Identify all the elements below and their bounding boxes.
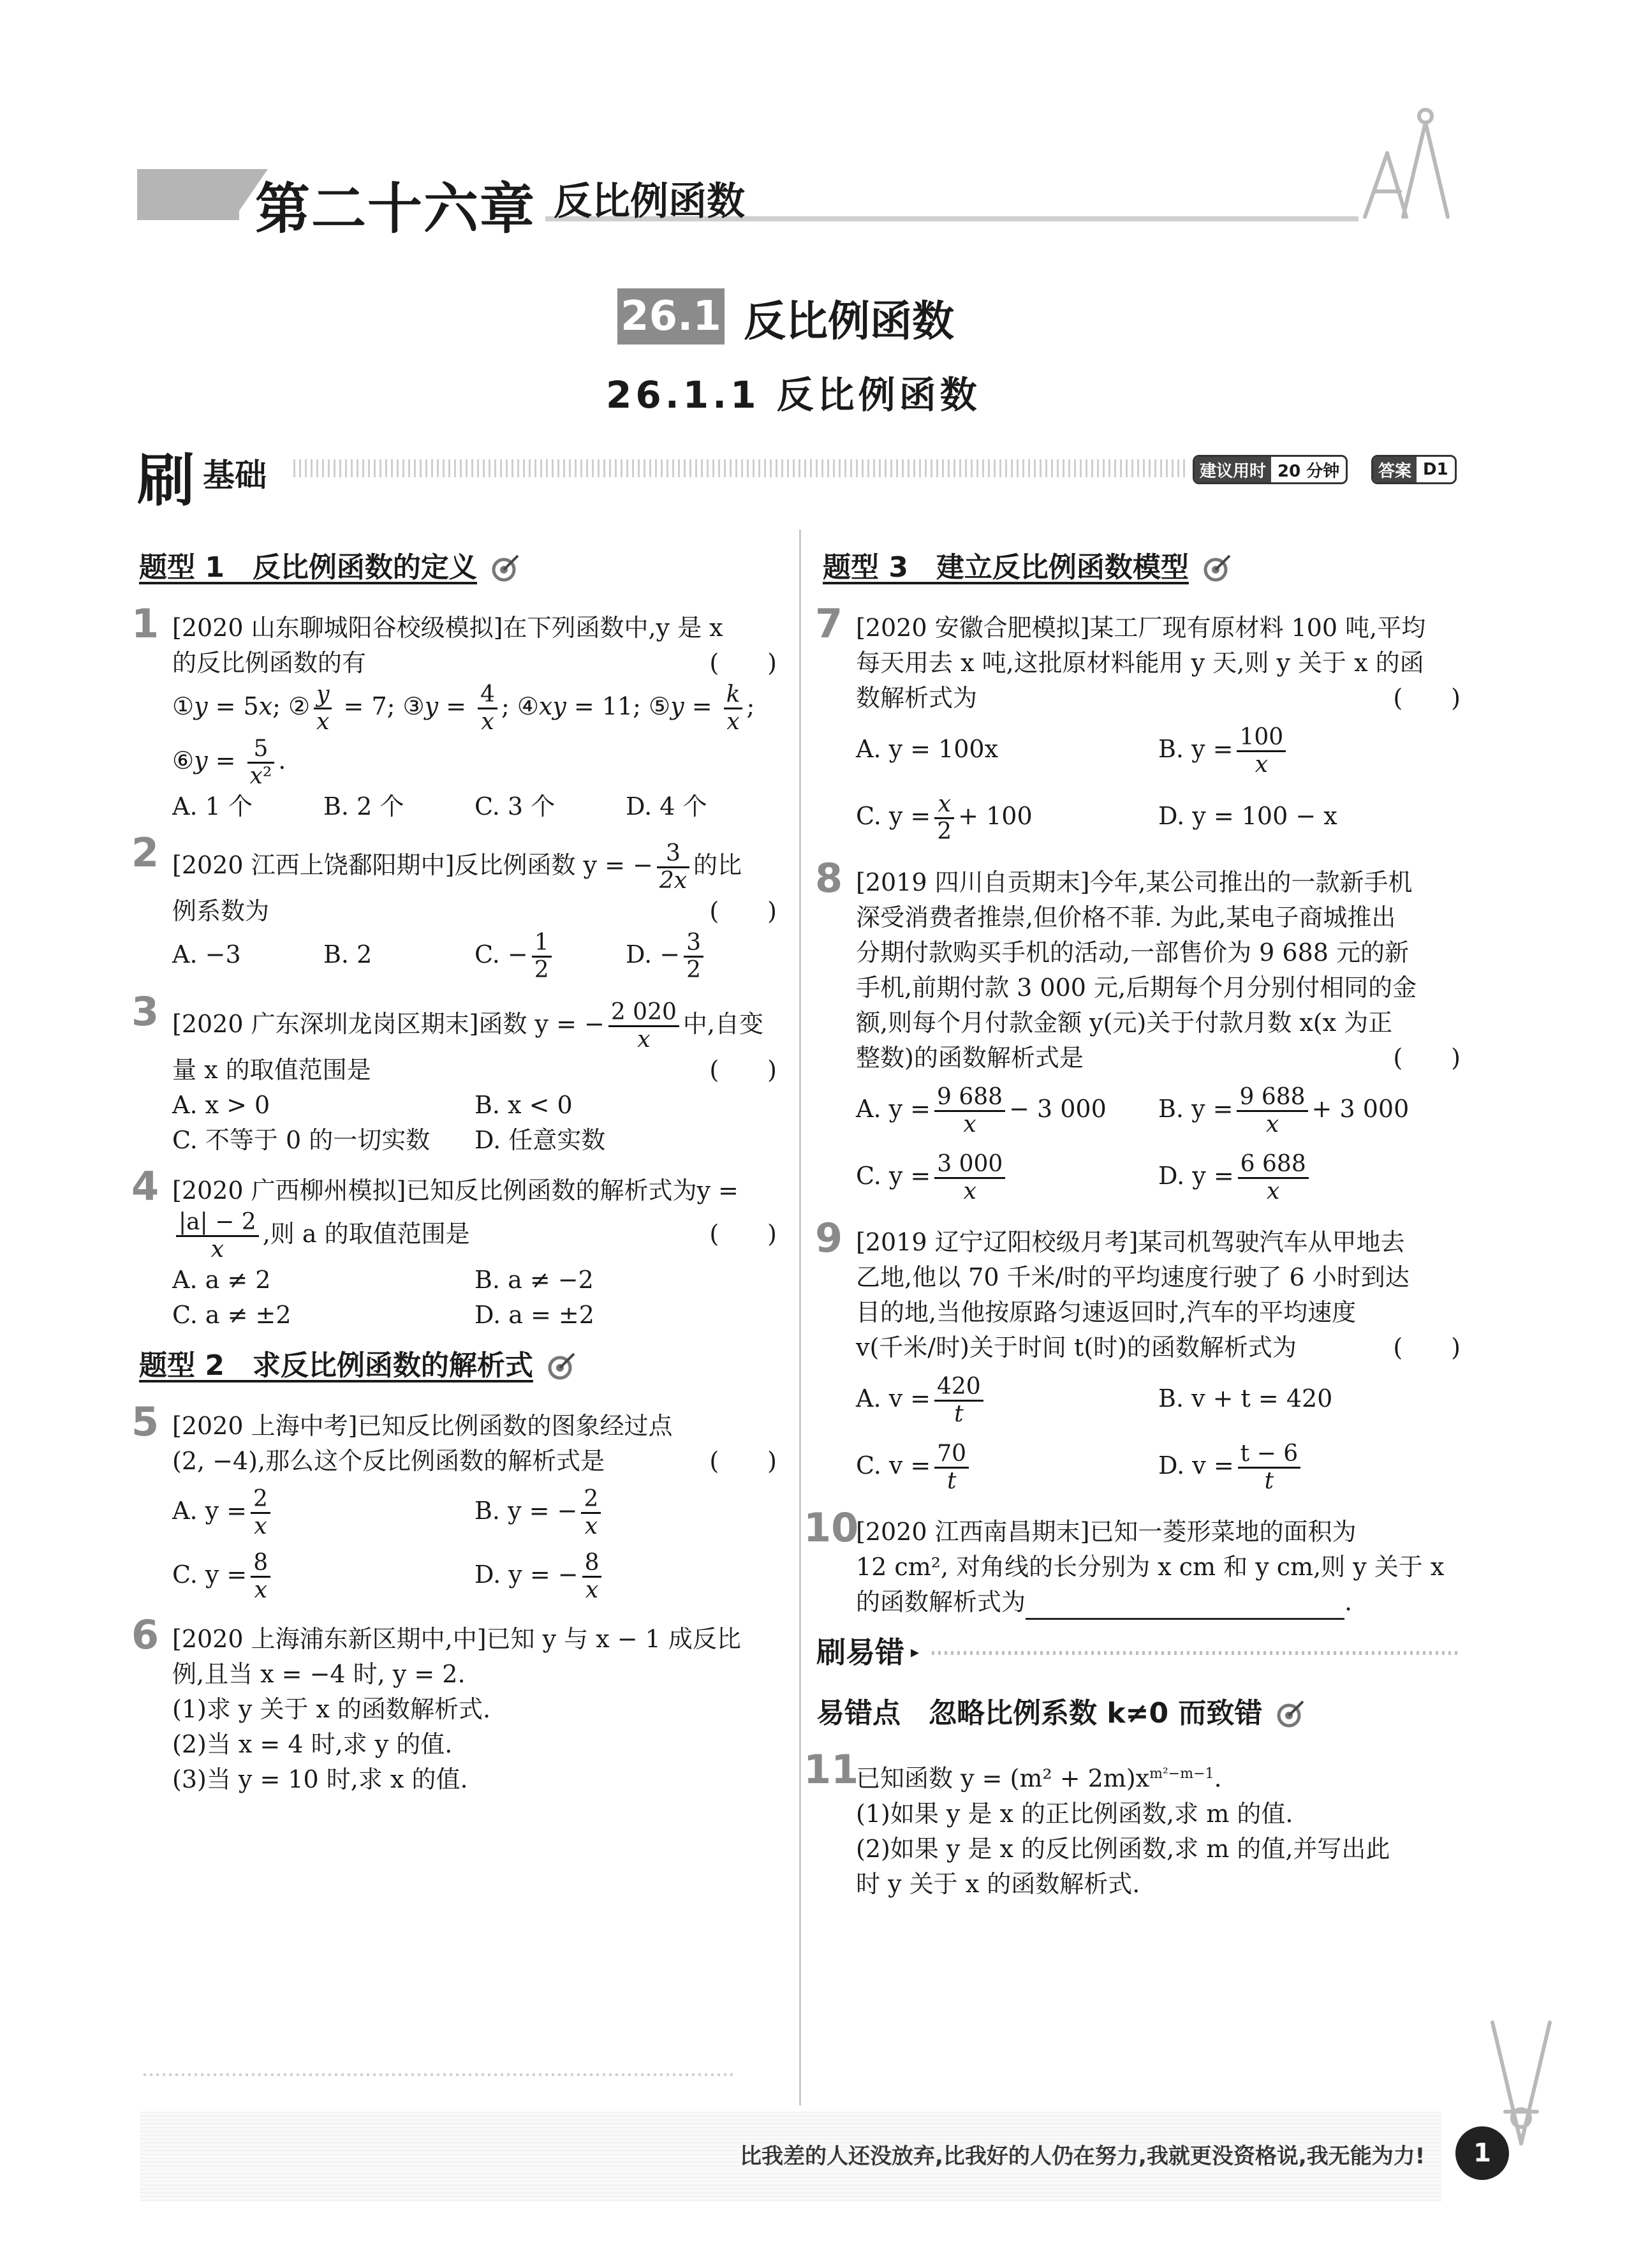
fraction-numerator: 3 bbox=[657, 841, 689, 868]
fraction-numerator: |a| − 2 bbox=[176, 1210, 259, 1237]
question-stem-cont: 额,则每个月付款金额 y(元)关于付款月数 x(x 为正 bbox=[856, 1009, 1393, 1037]
question-stem-cont: 深受消费者推崇,但价格不菲. 为此,某电子商城推出 bbox=[856, 903, 1396, 931]
header-dots-divider bbox=[293, 459, 1186, 477]
option-b[interactable]: B. x < 0 bbox=[475, 1091, 573, 1119]
question-stem-cont: 乙地,他以 70 千米/时的平均速度行驶了 6 小时到达 bbox=[856, 1263, 1410, 1291]
question-number: 9 bbox=[815, 1215, 843, 1261]
question-stem-cont: 手机,前期付款 3 000 元,后期每个月分别付相同的金 bbox=[856, 974, 1417, 1002]
section-title: 反比例函数 bbox=[744, 297, 954, 346]
question-type-2 bbox=[139, 1348, 777, 1383]
option-a[interactable]: A. y = $\frac{9 688}{x}$ − 3 000 bbox=[856, 1084, 1107, 1138]
time-key: 建议用时 bbox=[1195, 457, 1271, 482]
compass-icon bbox=[1480, 2016, 1563, 2163]
page-number: 1 bbox=[1455, 2126, 1509, 2180]
question-8 bbox=[815, 855, 1461, 1210]
question-number: 7 bbox=[815, 600, 843, 647]
answer-bracket: ( ) bbox=[709, 1220, 777, 1248]
suggested-time-badge bbox=[1193, 455, 1348, 484]
question-type-label: 题型 1 反比例函数的定义 bbox=[139, 551, 477, 584]
question-number: 4 bbox=[131, 1163, 159, 1210]
options bbox=[172, 789, 777, 824]
subsection-title: 26.1.1 反比例函数 bbox=[606, 373, 981, 417]
column-divider bbox=[799, 530, 801, 2105]
option-d[interactable]: D. v = $\frac{t - 6}{t}$ bbox=[1158, 1432, 1461, 1499]
question-7 bbox=[815, 600, 1461, 850]
option-a[interactable]: A. x > 0 bbox=[172, 1091, 270, 1119]
answer-bracket: ( ) bbox=[1393, 684, 1461, 712]
question-stem: [2020 安徽合肥模拟]某工厂现有原材料 100 吨,平均 bbox=[856, 614, 1426, 642]
option-c[interactable]: C. 3 个 bbox=[475, 792, 556, 820]
option-b[interactable]: B. a ≠ −2 bbox=[475, 1266, 594, 1294]
question-9 bbox=[815, 1215, 1461, 1499]
question-number: 1 bbox=[131, 600, 159, 647]
error-type-label: 易错点 忽略比例系数 k≠0 而致错 bbox=[816, 1697, 1263, 1730]
option-c[interactable]: C. a ≠ ±2 bbox=[172, 1301, 291, 1329]
question-number: 6 bbox=[131, 1612, 159, 1658]
question-stem-cont: 目的地,当他按原路匀速返回时,汽车的平均速度 bbox=[856, 1298, 1357, 1326]
brush-label: 基础 bbox=[203, 457, 267, 494]
question-1 bbox=[131, 600, 777, 824]
option-b[interactable]: B. 2 bbox=[323, 940, 372, 968]
question-stem-cont: (2, −4),那么这个反比例函数的解析式是 bbox=[172, 1447, 605, 1475]
fraction-denominator: x bbox=[637, 1027, 651, 1053]
footer-dots bbox=[144, 2073, 737, 2076]
question-stem: 已知函数 y = (m² + 2m)x bbox=[856, 1764, 1150, 1793]
question-stem-cont: 的函数解析式为 bbox=[856, 1588, 1026, 1616]
answer-badge bbox=[1371, 455, 1457, 484]
question-number: 5 bbox=[131, 1398, 159, 1445]
option-b[interactable]: B. y = − $\frac{2}{x}$ bbox=[475, 1479, 777, 1543]
brush-char: 刷 bbox=[137, 447, 195, 514]
option-d[interactable]: D. y = − $\frac{8}{x}$ bbox=[475, 1543, 777, 1606]
sub-question-2-cont: 时 y 关于 x 的函数解析式. bbox=[856, 1869, 1140, 1898]
left-column bbox=[131, 550, 777, 1812]
answer-bracket: ( ) bbox=[709, 1447, 777, 1475]
option-a[interactable]: A. a ≠ 2 bbox=[172, 1266, 271, 1294]
answer-bracket: ( ) bbox=[1393, 1044, 1461, 1072]
sub-question-3: (3)当 y = 10 时,求 x 的值. bbox=[172, 1765, 468, 1793]
option-b[interactable]: B. y = $\frac{100}{x}$ bbox=[1158, 716, 1461, 783]
question-stem-cont: ,则 a 的取值范围是 bbox=[262, 1220, 470, 1248]
question-5 bbox=[131, 1398, 777, 1606]
options bbox=[856, 1076, 1461, 1210]
answer-page: D1 bbox=[1423, 460, 1448, 479]
option-c[interactable]: C. y = $\frac{8}{x}$ bbox=[172, 1543, 475, 1606]
error-type bbox=[816, 1696, 1461, 1731]
question-stem: [2020 广西柳州模拟]已知反比例函数的解析式为y = bbox=[172, 1176, 739, 1204]
option-c[interactable]: C. y = $\frac{x}{2}$ + 100 bbox=[856, 791, 1033, 845]
option-b[interactable]: B. y = $\frac{9 688}{x}$ + 3 000 bbox=[1158, 1084, 1410, 1138]
option-a[interactable]: A. y = $\frac{2}{x}$ bbox=[172, 1479, 475, 1543]
option-a[interactable]: A. 1 个 bbox=[172, 792, 253, 820]
option-b[interactable]: B. 2 个 bbox=[323, 792, 404, 820]
question-stem-cont: 例,且当 x = −4 时, y = 2. bbox=[172, 1660, 466, 1688]
time-value: 20 分钟 bbox=[1277, 461, 1340, 481]
option-c[interactable]: C. − $\frac{1}{2}$ bbox=[475, 929, 626, 983]
options bbox=[172, 1088, 777, 1158]
footer-motto: 比我差的人还没放弃,比我好的人仍在努力,我就更没资格说,我无能为力! bbox=[740, 2144, 1425, 2169]
question-stem: [2020 江西上饶鄱阳期中]反比例函数 y = − bbox=[172, 851, 653, 879]
option-d[interactable]: D. 任意实数 bbox=[475, 1126, 606, 1154]
question-stem: [2020 上海浦东新区期中,中]已知 y 与 x − 1 成反比 bbox=[172, 1625, 741, 1653]
question-stem-cont: 分期付款购买手机的活动,一部售价为 9 688 元的新 bbox=[856, 938, 1410, 967]
question-6 bbox=[131, 1612, 777, 1797]
option-c[interactable]: C. 不等于 0 的一切实数 bbox=[172, 1126, 431, 1154]
question-stem-cont: 12 cm², 对角线的长分别为 x cm 和 y cm,则 y 关于 x bbox=[856, 1553, 1445, 1581]
question-stem: [2019 四川自贡期末]今年,某公司推出的一款新手机 bbox=[856, 868, 1413, 896]
question-stem: [2020 江西南昌期末]已知一菱形菜地的面积为 bbox=[856, 1518, 1357, 1546]
question-3 bbox=[131, 988, 777, 1158]
section-number: 26.1 bbox=[617, 288, 725, 345]
question-stem-cont: v(千米/时)关于时间 t(时)的函数解析式为 bbox=[856, 1333, 1297, 1361]
option-d[interactable]: D. y = 100 − x bbox=[1158, 802, 1337, 830]
fraction-numerator: 2 020 bbox=[608, 1000, 679, 1027]
error-dots-divider bbox=[932, 1651, 1461, 1655]
question-stem-post: 中,自变 bbox=[682, 1010, 763, 1038]
option-a[interactable]: A. −3 bbox=[172, 940, 241, 968]
question-type-label: 题型 2 求反比例函数的解析式 bbox=[139, 1349, 533, 1382]
options bbox=[856, 716, 1461, 850]
question-10: 10 [2020 江西南昌期末]已知一菱形菜地的面积为 12 cm², 对角线的长分别为 x cm 和 y cm,则 y 关于 x 的函数解析式为 . bbox=[823, 1515, 1461, 1620]
question-type-1 bbox=[139, 550, 777, 585]
answer-bracket: ( ) bbox=[709, 1056, 777, 1084]
question-stem-cont: 例系数为 bbox=[172, 897, 270, 925]
function-list: ①y = 5x; ② $\frac{y}{x}$ = 7; ③y = $\frac{4}{x}$ ; ④xy = 11; ⑤y = $\frac{k}{x}$ ; bbox=[172, 681, 755, 735]
option-a[interactable]: A. y = 100x bbox=[856, 735, 999, 763]
options bbox=[172, 1263, 777, 1333]
option-d[interactable]: D. y = $\frac{6 688}{x}$ bbox=[1158, 1143, 1461, 1210]
target-icon bbox=[1276, 1699, 1306, 1728]
option-d[interactable]: D. a = ±2 bbox=[475, 1301, 594, 1329]
error-section-label: 刷易错 bbox=[816, 1635, 904, 1670]
answer-bracket: ( ) bbox=[709, 897, 777, 925]
error-section-header: 刷易错 ▸ bbox=[816, 1635, 1461, 1670]
fraction-denominator: x bbox=[210, 1236, 224, 1263]
question-stem-cont: 的反比例函数的有 bbox=[172, 649, 367, 677]
answer-blank[interactable] bbox=[1026, 1592, 1344, 1620]
option-d[interactable]: D. − $\frac{3}{2}$ bbox=[626, 929, 777, 983]
question-stem-cont: 整数)的函数解析式是 bbox=[856, 1044, 1084, 1072]
answer-bracket: ( ) bbox=[1393, 1333, 1461, 1361]
exponent: m²−m−1 bbox=[1149, 1766, 1214, 1782]
right-column bbox=[804, 550, 1461, 1917]
option-c[interactable]: C. v = $\frac{70}{t}$ bbox=[856, 1432, 1158, 1499]
sub-question-1: (1)如果 y 是 x 的正比例函数,求 m 的值. bbox=[856, 1799, 1293, 1828]
answer-bracket: ( ) bbox=[709, 649, 777, 677]
sub-question-2: (2)当 x = 4 时,求 y 的值. bbox=[172, 1730, 453, 1758]
target-icon bbox=[547, 1351, 577, 1381]
question-number: 10 bbox=[804, 1504, 859, 1551]
options bbox=[172, 1479, 777, 1606]
option-b[interactable]: B. v + t = 420 bbox=[1158, 1384, 1333, 1412]
sub-question-2: (2)如果 y 是 x 的反比例函数,求 m 的值,并写出此 bbox=[856, 1834, 1390, 1863]
question-stem-cont: 量 x 的取值范围是 bbox=[172, 1056, 371, 1084]
target-icon bbox=[1203, 553, 1232, 582]
question-number: 2 bbox=[131, 829, 159, 876]
chapter-title: 第二十六章 bbox=[255, 177, 536, 241]
fraction-denominator: 2x bbox=[659, 868, 688, 894]
target-icon bbox=[491, 553, 520, 582]
answer-key: 答案 bbox=[1373, 457, 1417, 482]
compass-icon bbox=[1352, 102, 1461, 223]
question-stem: [2020 上海中考]已知反比例函数的图象经过点 bbox=[172, 1412, 673, 1440]
option-d[interactable]: D. 4 个 bbox=[626, 792, 707, 820]
question-type-label: 题型 3 建立反比例函数模型 bbox=[823, 551, 1189, 584]
question-4 bbox=[131, 1163, 777, 1333]
function-list-cont: ⑥y = $\frac{5}{\text{x²}}$ . bbox=[172, 736, 286, 789]
options bbox=[856, 1365, 1461, 1499]
question-11: 11 已知函数 $y = (m^2 + 2m)x^{m^2-m-1}$. (1)如果 y 是 x 的正比例函数,求 m 的值. (2)如果 y 是 x 的反比例函数,求 m 的值,并写出此 时 y 关于 x 的函数解析式. bbox=[823, 1756, 1461, 1902]
question-2 bbox=[131, 829, 777, 983]
sub-question-1: (1)求 y 关于 x 的函数解析式. bbox=[172, 1695, 491, 1723]
question-stem-cont: 每天用去 x 吨,这批原材料能用 y 天,则 y 关于 x 的函 bbox=[856, 649, 1424, 677]
question-type-3 bbox=[823, 550, 1461, 585]
option-c[interactable]: C. y = $\frac{3 000}{x}$ bbox=[856, 1143, 1158, 1210]
question-stem: [2020 山东聊城阳谷校级模拟]在下列函数中,y 是 x bbox=[172, 614, 723, 642]
question-stem: [2020 广东深圳龙岗区期末]函数 y = − bbox=[172, 1010, 605, 1038]
question-number: 8 bbox=[815, 855, 843, 901]
option-a[interactable]: A. v = $\frac{420}{t}$ bbox=[856, 1365, 1158, 1432]
options bbox=[172, 929, 777, 983]
question-stem-cont: 数解析式为 bbox=[856, 684, 978, 712]
question-stem-post: 的比 bbox=[693, 851, 742, 879]
question-number: 11 bbox=[804, 1746, 859, 1793]
question-number: 3 bbox=[131, 988, 159, 1035]
chapter-subtitle: 反比例函数 bbox=[554, 179, 745, 224]
question-stem: [2019 辽宁辽阳校级月考]某司机驾驶汽车从甲地去 bbox=[856, 1228, 1405, 1256]
